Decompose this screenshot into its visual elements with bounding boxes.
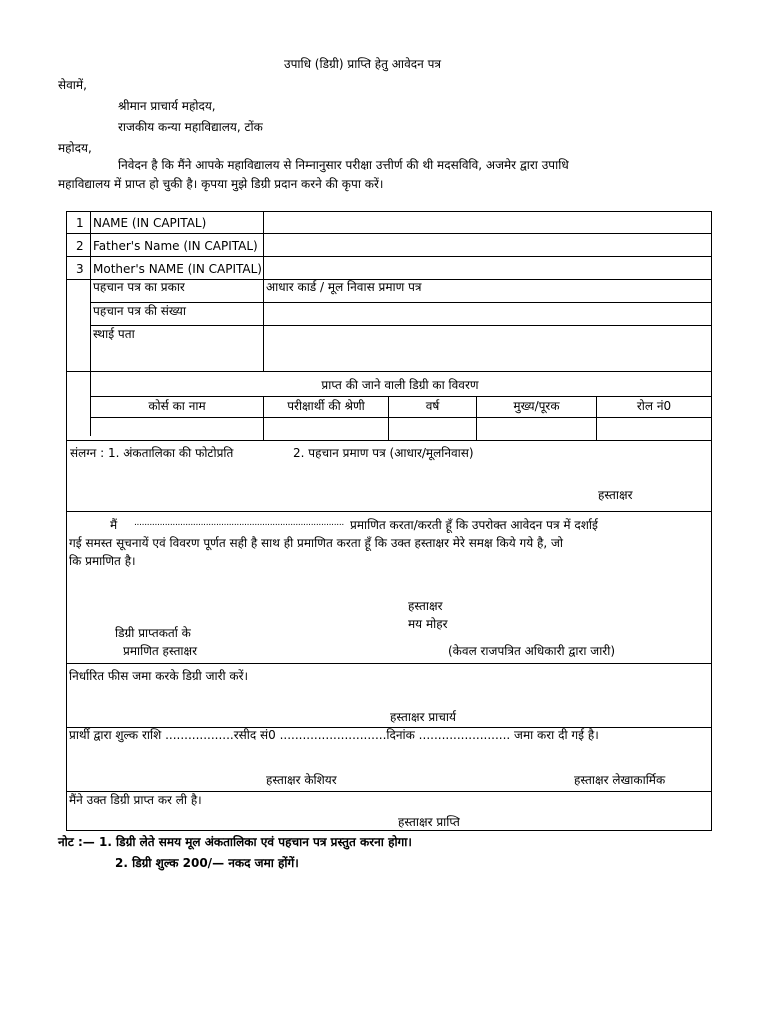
- addressee-line1: श्रीमान प्राचार्य महोदय,: [118, 99, 216, 113]
- id-type-value[interactable]: आधार कार्ड / मूल निवास प्रमाण पत्र: [266, 280, 422, 294]
- greeting: महोदय,: [58, 141, 92, 155]
- father-name-field[interactable]: [266, 235, 710, 255]
- roll-number-field[interactable]: [597, 418, 710, 439]
- main-supplementary-field[interactable]: [477, 418, 595, 439]
- applicant-signature-label-2: प्रमाणित हस्ताक्षर: [123, 644, 198, 658]
- name-label: NAME (IN CAPITAL): [93, 216, 207, 230]
- year-header: वर्ष: [425, 399, 440, 413]
- intro-line1: निवेदन है कि मैंने आपके महाविद्यालय से निम्नानुसार परीक्षा उत्तीर्ण की थी मदसविवि, अजमेर द्वारा उपाधि: [118, 158, 569, 172]
- certifier-signature-label: हस्ताक्षर: [408, 599, 443, 613]
- name-field[interactable]: [266, 212, 710, 232]
- attachment-item-2: 2. पहचान प्रमाण पत्र (आधार/मूलनिवास): [293, 446, 474, 460]
- seal-label: मय मोहर: [408, 617, 448, 631]
- address-label: स्थाई पता: [93, 327, 135, 341]
- category-header: परीक्षार्थी की श्रेणी: [287, 399, 365, 413]
- mother-name-label: Mother's NAME (IN CAPITAL): [93, 262, 262, 276]
- note-line1: नोट :— 1. डिग्री लेते समय मूल अंकतालिका एवं पहचान पत्र प्रस्तुत करना होगा।: [58, 835, 412, 849]
- id-number-field[interactable]: [266, 304, 710, 324]
- fee-instruction: निर्धारित फीस जमा करके डिग्री जारी करें।: [69, 669, 249, 683]
- payment-line: प्रार्थी द्वारा शुल्क राशि ..................रसीद सं0 ............................दिनांक ........................ जमा करा दी गई है।: [69, 728, 599, 742]
- intro-line2: महाविद्यालय में प्राप्त हो चुकी है। कृपया मुझे डिग्री प्रदान करने की कृपा करें।: [58, 177, 384, 191]
- certification-line2: गई समस्त सूचनायें एवं विवरण पूर्णत सही है साथ ही प्रमाणित करता हूँ कि उक्त हस्ताक्षर मेरे समक्ष किये गये है, जो: [69, 536, 564, 550]
- row-number: 1: [76, 216, 84, 230]
- degree-section-title: प्राप्त की जाने वाली डिग्री का विवरण: [321, 378, 479, 392]
- note-line2: 2. डिग्री शुल्क 200/— नकद जमा होंगें।: [115, 856, 299, 870]
- attachment-signature: हस्ताक्षर: [598, 488, 633, 502]
- certification-line3: कि प्रमाणित है।: [69, 554, 136, 568]
- course-name-field[interactable]: [91, 418, 262, 439]
- year-field[interactable]: [389, 418, 475, 439]
- mother-name-field[interactable]: [266, 258, 710, 278]
- category-field[interactable]: [264, 418, 387, 439]
- certifier-name-field[interactable]: ..................................................................................: [134, 518, 344, 528]
- principal-signature: हस्ताक्षर प्राचार्य: [390, 710, 456, 724]
- certification-line1: प्रमाणित करता/करती हूँ कि उपरोक्त आवेदन पत्र में दर्शाई: [350, 518, 598, 532]
- address-field[interactable]: [266, 327, 710, 370]
- gazetted-officer-note: (केवल राजपत्रित अधिकारी द्वारा जारी): [448, 644, 616, 658]
- applicant-signature-label-1: डिग्री प्राप्तकर्ता के: [115, 626, 191, 640]
- father-name-label: Father's Name (IN CAPITAL): [93, 239, 258, 253]
- roll-number-header: रोल नं0: [636, 399, 672, 413]
- row-number: 2: [76, 239, 84, 253]
- id-type-label: पहचान पत्र का प्रकार: [93, 280, 185, 294]
- receipt-statement: मैंने उक्त डिग्री प्राप्त कर ली है।: [69, 793, 202, 807]
- salutation: सेवामें,: [58, 78, 87, 92]
- cashier-signature: हस्ताक्षर केशियर: [266, 773, 337, 787]
- page-title: उपाधि (डिग्री) प्राप्ति हेतु आवेदन पत्र: [284, 57, 442, 71]
- certification-start: मैं: [110, 518, 118, 532]
- accountant-signature: हस्ताक्षर लेखाकार्मिक: [574, 773, 666, 787]
- course-name-header: कोर्स का नाम: [148, 399, 206, 413]
- row-number: 3: [76, 262, 84, 276]
- attachments-label: संलग्न : 1. अंकतालिका की फोटोप्रति: [70, 446, 234, 460]
- receipt-signature: हस्ताक्षर प्राप्ति: [398, 815, 460, 829]
- id-number-label: पहचान पत्र की संख्या: [93, 304, 186, 318]
- addressee-line2: राजकीय कन्या महाविद्यालय, टोंक: [118, 120, 263, 134]
- main-supplementary-header: मुख्य/पूरक: [513, 399, 560, 413]
